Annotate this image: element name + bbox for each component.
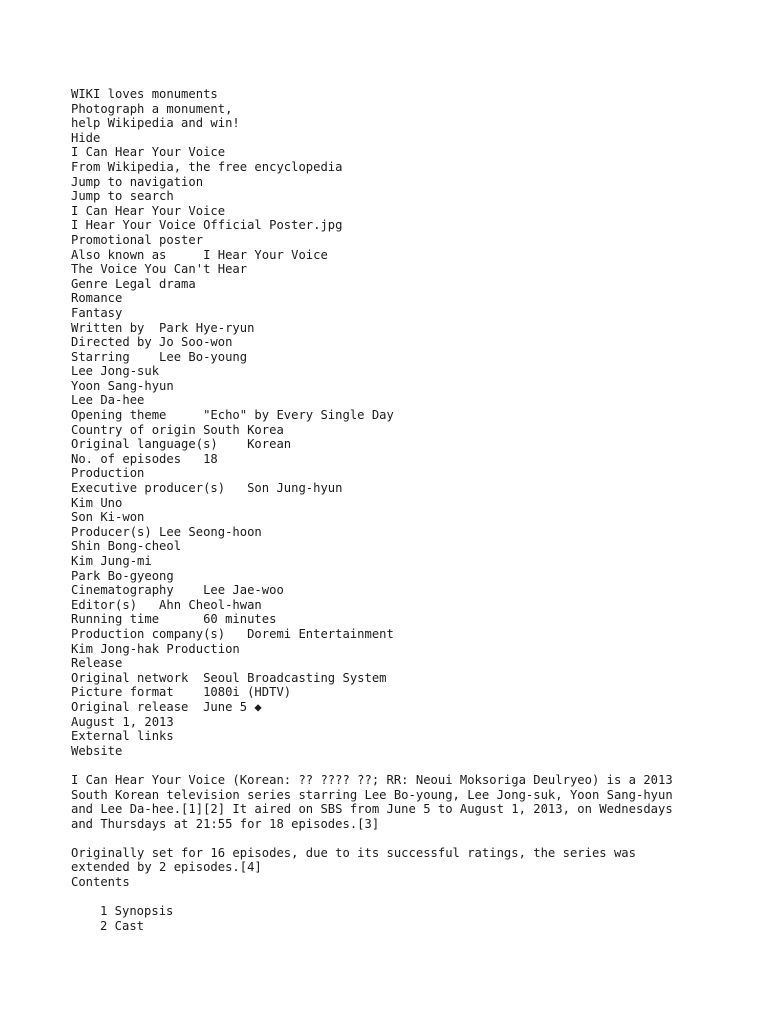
infobox-row-executive-producer[interactable]: Executive producer(s) Son Jung-hyun bbox=[71, 481, 343, 496]
infobox-row-genre-fantasy[interactable]: Fantasy bbox=[71, 305, 123, 320]
infobox-row-also-known-as: Also known as I Hear Your Voice bbox=[71, 247, 328, 262]
infobox-caption: Promotional poster bbox=[71, 232, 204, 247]
infobox-row-genre-romance[interactable]: Romance bbox=[71, 291, 123, 306]
table-of-contents bbox=[71, 875, 761, 933]
jump-to-navigation-link[interactable]: Jump to navigation bbox=[71, 174, 204, 189]
paragraph-line: I Can Hear Your Voice (Korean: ?? ???? ??; RR: Neoui Moksoriga Deulryeo) is a 2013 bbox=[71, 772, 673, 787]
toc-item-cast[interactable]: 2 Cast bbox=[100, 918, 145, 933]
infobox-row-executive-producer-3[interactable]: Son Ki-won bbox=[71, 510, 145, 525]
infobox-row-picture-format[interactable]: Picture format 1080i (HDTV) bbox=[71, 685, 292, 700]
infobox-row-executive-producer-2[interactable]: Kim Uno bbox=[71, 495, 123, 510]
infobox-row-original-release-end: August 1, 2013 bbox=[71, 714, 174, 729]
infobox-row-original-network[interactable]: Original network Seoul Broadcasting System bbox=[71, 670, 387, 685]
infobox-row-starring-4[interactable]: Lee Da-hee bbox=[71, 393, 145, 408]
paragraph-line: extended by 2 episodes.[4] bbox=[71, 860, 262, 875]
jump-to-search-link[interactable]: Jump to search bbox=[71, 189, 174, 204]
banner-line-3: help Wikipedia and win! bbox=[71, 116, 240, 131]
infobox-row-production-company-2[interactable]: Kim Jong-hak Production bbox=[71, 641, 240, 656]
wlm-banner[interactable] bbox=[71, 87, 761, 131]
toc-heading: Contents bbox=[71, 875, 130, 890]
infobox-row-starring[interactable]: Starring Lee Bo-young bbox=[71, 349, 248, 364]
banner-line-1: WIKI loves monuments bbox=[71, 87, 218, 101]
infobox-row-producer-3[interactable]: Kim Jung-mi bbox=[71, 554, 152, 568]
infobox-row-producer[interactable]: Producer(s) Lee Seong-hoon bbox=[71, 524, 262, 539]
infobox-row-written-by[interactable]: Written by Park Hye-ryun bbox=[71, 320, 255, 335]
infobox-row-language[interactable]: Original language(s) Korean bbox=[71, 437, 292, 452]
page-title: I Can Hear Your Voice bbox=[71, 145, 226, 160]
infobox-row-starring-2[interactable]: Lee Jong-suk bbox=[71, 364, 160, 379]
spacer bbox=[71, 890, 761, 905]
infobox-row-directed-by[interactable]: Directed by Jo Soo-won bbox=[71, 335, 233, 350]
infobox-row-producer-2[interactable]: Shin Bong-cheol bbox=[71, 539, 182, 554]
paragraph-line: Originally set for 16 episodes, due to its successful ratings, the series was bbox=[71, 845, 636, 860]
article-paragraph-2 bbox=[71, 846, 761, 875]
infobox-image-link[interactable]: I Hear Your Voice Official Poster.jpg bbox=[71, 218, 343, 233]
article-paragraph-1 bbox=[71, 773, 761, 831]
infobox-row-opening-theme[interactable]: Opening theme "Echo" by Every Single Day bbox=[71, 408, 394, 423]
hide-banner-link[interactable]: Hide bbox=[71, 130, 101, 145]
page-content bbox=[71, 87, 761, 933]
spacer bbox=[71, 758, 761, 773]
infobox-row-also-known-as-2: The Voice You Can't Hear bbox=[71, 262, 248, 277]
infobox-row-cinematography[interactable]: Cinematography Lee Jae-woo bbox=[71, 583, 284, 598]
infobox-row-episodes[interactable]: No. of episodes 18 bbox=[71, 451, 218, 466]
infobox-row-original-release: Original release June 5 ◆ bbox=[71, 699, 262, 714]
infobox-row-running-time: Running time 60 minutes bbox=[71, 612, 277, 627]
infobox-row-producer-4[interactable]: Park Bo-gyeong bbox=[71, 568, 174, 583]
infobox-row-starring-3[interactable]: Yoon Sang-hyun bbox=[71, 378, 174, 393]
infobox bbox=[71, 204, 761, 759]
paragraph-line: and Thursdays at 21:55 for 18 episodes.[3] bbox=[71, 816, 380, 831]
paragraph-line: South Korean television series starring Lee Bo-young, Lee Jong-suk, Yoon Sang-hyun bbox=[71, 787, 673, 802]
infobox-section-external-links: External links bbox=[71, 729, 174, 744]
infobox-title: I Can Hear Your Voice bbox=[71, 203, 226, 218]
infobox-website-link[interactable]: Website bbox=[71, 743, 123, 758]
infobox-row-genre[interactable]: Genre Legal drama bbox=[71, 276, 196, 291]
page-tagline: From Wikipedia, the free encyclopedia bbox=[71, 159, 343, 174]
toc-item-synopsis[interactable]: 1 Synopsis bbox=[100, 904, 174, 919]
infobox-row-production-company[interactable]: Production company(s) Doremi Entertainment bbox=[71, 626, 394, 641]
banner-line-2: Photograph a monument, bbox=[71, 101, 233, 116]
infobox-row-editor[interactable]: Editor(s) Ahn Cheol-hwan bbox=[71, 597, 262, 612]
spacer bbox=[71, 831, 761, 846]
infobox-row-country[interactable]: Country of origin South Korea bbox=[71, 422, 284, 437]
paragraph-line: and Lee Da-hee.[1][2] It aired on SBS from June 5 to August 1, 2013, on Wednesdays bbox=[71, 802, 673, 817]
infobox-section-release: Release bbox=[71, 656, 123, 671]
infobox-section-production: Production bbox=[71, 466, 145, 481]
